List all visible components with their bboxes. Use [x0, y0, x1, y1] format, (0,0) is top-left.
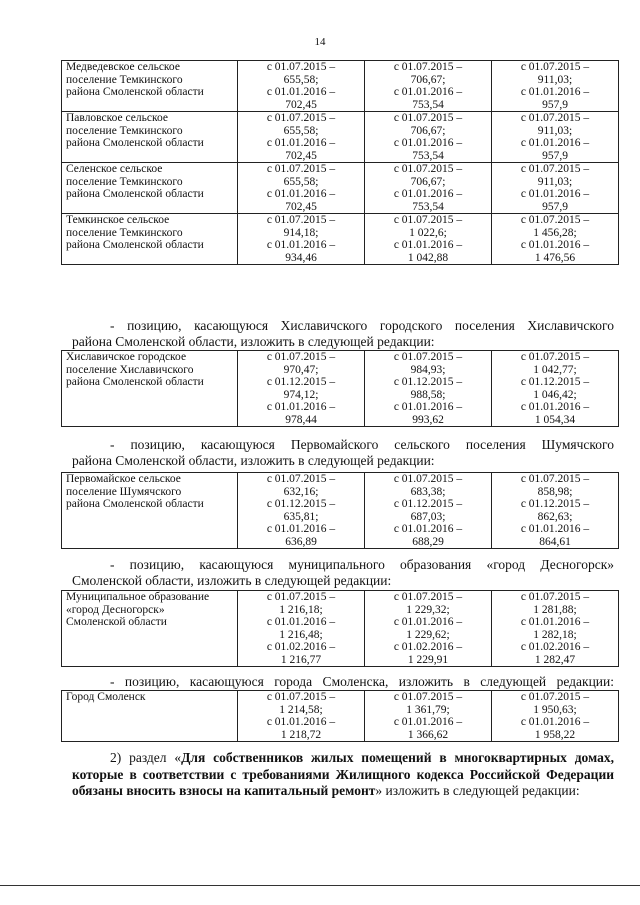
tariff-date: с 01.01.2016 – [393, 716, 463, 728]
section-title-bold: Для собственников жилых помещений в многоквартирных домах, которые в соответствии с требованиями Жилищного кодекса Российской Федерации обязаны вносить взносы на капитальный ремонт [72, 750, 614, 798]
tariff-cell-col2 [365, 591, 492, 667]
settlement-name-line: Город Смоленск [66, 691, 146, 703]
tariff-date: с 01.01.2016 – [393, 137, 463, 149]
tariff-date: с 01.12.2015 – [520, 376, 590, 388]
tariff-value: 1 366,62 [407, 728, 449, 741]
tariff-value: 862,63; [537, 510, 573, 523]
tariff-value: 702,45 [285, 98, 317, 111]
tariff-value: 984,93; [410, 363, 446, 376]
tariff-date: с 01.12.2015 – [520, 498, 590, 510]
tariff-value: 632,16; [283, 485, 319, 498]
tariff-value: 1 281,88; [533, 603, 577, 616]
tariff-value: 1 216,18; [279, 603, 323, 616]
tariff-table-smolensk [61, 690, 619, 742]
tariff-table-temkino [61, 60, 619, 265]
tariff-date: с 01.07.2015 – [393, 591, 463, 603]
tariff-value: 1 022,6; [409, 226, 447, 239]
tariff-value: 636,89 [285, 535, 317, 548]
paragraph-line: района Смоленской области, изложить в следующей редакции: [72, 453, 435, 468]
tariff-value: 706,67; [410, 124, 446, 137]
tariff-date: с 01.02.2016 – [266, 641, 336, 653]
tariff-value: 858,98; [537, 485, 573, 498]
tariff-value: 1 046,42; [533, 388, 577, 401]
paragraph-khislavichi [72, 318, 614, 350]
tariff-value: 688,29 [412, 535, 444, 548]
tariff-value: 702,45 [285, 200, 317, 213]
tariff-date: с 01.07.2015 – [520, 61, 590, 73]
tariff-value: 687,03; [410, 510, 446, 523]
settlement-name-line: района Смоленской области [66, 86, 204, 98]
tariff-date: с 01.01.2016 – [520, 523, 590, 535]
settlement-name-cell [62, 214, 238, 265]
settlement-name-line: Темкинское сельское [66, 214, 170, 226]
tariff-cell-col3 [492, 61, 619, 112]
tariff-value: 1 054,34 [534, 413, 576, 426]
tariff-cell-col1 [238, 351, 365, 427]
settlement-name-line: Хиславичское городское [66, 351, 187, 363]
tariff-cell-col2 [365, 163, 492, 214]
settlement-name-line: Смоленской области [66, 616, 167, 628]
tariff-value: 970,47; [283, 363, 319, 376]
table-row [62, 61, 619, 112]
tariff-value: 1 218,72 [280, 728, 322, 741]
tariff-date: с 01.07.2015 – [266, 691, 336, 703]
settlement-name-cell [62, 351, 238, 427]
tariff-date: с 01.01.2016 – [266, 239, 336, 251]
settlement-name-line: поселение Темкинского [66, 124, 183, 137]
tariff-date: с 01.01.2016 – [393, 188, 463, 200]
tariff-cell-col2 [365, 473, 492, 549]
tariff-value: 911,03; [537, 73, 573, 86]
tariff-date: с 01.01.2016 – [266, 523, 336, 535]
tariff-cell-col3 [492, 214, 619, 265]
settlement-name-cell [62, 112, 238, 163]
tariff-value: 1 958,22 [534, 728, 576, 741]
settlement-name-line: Первомайское сельское [66, 473, 181, 485]
paragraph-pervomaisky [72, 437, 614, 469]
settlement-name-cell [62, 473, 238, 549]
tariff-value: 934,46 [285, 251, 317, 264]
settlement-name-cell [62, 591, 238, 667]
section-prefix: 2) раздел « [110, 750, 182, 765]
tariff-date: с 01.07.2015 – [266, 591, 336, 603]
tariff-value: 988,58; [410, 388, 446, 401]
tariff-date: с 01.12.2015 – [393, 376, 463, 388]
tariff-value: 1 229,91 [407, 653, 449, 666]
settlement-name-line: поселение Темкинского [66, 226, 183, 239]
settlement-name-line: поселение Хиславичского [66, 363, 194, 376]
tariff-value: 974,12; [283, 388, 319, 401]
tariff-date: с 01.01.2016 – [266, 188, 336, 200]
tariff-date: с 01.07.2015 – [520, 351, 590, 363]
section-heading-paragraph [72, 750, 614, 800]
tariff-value: 655,58; [283, 73, 319, 86]
tariff-value: 753,54 [412, 98, 444, 111]
tariff-cell-col1 [238, 591, 365, 667]
settlement-name-line: «город Десногорск» [66, 603, 165, 616]
tariff-date: с 01.07.2015 – [393, 473, 463, 485]
tariff-date: с 01.07.2015 – [520, 163, 590, 175]
settlement-name-line: района Смоленской области [66, 188, 204, 200]
tariff-date: с 01.07.2015 – [520, 691, 590, 703]
table-row [62, 351, 619, 427]
tariff-date: с 01.07.2015 – [266, 351, 336, 363]
tariff-date: с 01.01.2016 – [393, 401, 463, 413]
tariff-date: с 01.12.2015 – [266, 498, 336, 510]
settlement-name-line: поселение Темкинского [66, 175, 183, 188]
tariff-value: 635,81; [283, 510, 319, 523]
tariff-cell-col3 [492, 691, 619, 742]
settlement-name-line: Муниципальное образование [66, 591, 210, 603]
tariff-table-pervomaisky [61, 472, 619, 549]
tariff-date: с 01.01.2016 – [266, 137, 336, 149]
section-suffix: » изложить в следующей редакции: [375, 783, 580, 798]
tariff-value: 1 950,63; [533, 703, 577, 716]
paragraph-line: Смоленской области, изложить в следующей редакции: [72, 573, 392, 588]
tariff-value: 1 216,77 [280, 653, 322, 666]
tariff-cell-col2 [365, 351, 492, 427]
tariff-date: с 01.01.2016 – [393, 86, 463, 98]
settlement-name-line: района Смоленской области [66, 376, 204, 388]
tariff-date: с 01.01.2016 – [520, 137, 590, 149]
tariff-value: 683,38; [410, 485, 446, 498]
tariff-value: 993,62 [412, 413, 444, 426]
tariff-value: 1 042,77; [533, 363, 577, 376]
table-row [62, 591, 619, 667]
tariff-value: 1 476,56 [534, 251, 576, 264]
tariff-table-desnogorsk [61, 590, 619, 667]
paragraph-line: - позицию, касающуюся муниципального образования «город Десногорск» [110, 557, 614, 572]
settlement-name-line: района Смоленской области [66, 498, 204, 510]
tariff-value: 1 042,88 [407, 251, 449, 264]
tariff-value: 957,9 [542, 98, 568, 111]
tariff-date: с 01.07.2015 – [393, 351, 463, 363]
footer-divider [0, 885, 640, 886]
tariff-date: с 01.07.2015 – [266, 163, 336, 175]
settlement-name-line: Селенское сельское [66, 163, 163, 175]
paragraph-desnogorsk [72, 557, 614, 589]
tariff-cell-col1 [238, 691, 365, 742]
tariff-cell-col2 [365, 61, 492, 112]
tariff-value: 1 229,32; [406, 603, 450, 616]
tariff-date: с 01.07.2015 – [520, 591, 590, 603]
tariff-value: 1 229,62; [406, 628, 450, 641]
tariff-cell-col2 [365, 214, 492, 265]
tariff-date: с 01.01.2016 – [393, 239, 463, 251]
tariff-date: с 01.01.2016 – [266, 616, 336, 628]
table-row [62, 112, 619, 163]
tariff-date: с 01.01.2016 – [393, 616, 463, 628]
settlement-name-line: Медведевское сельское [66, 61, 180, 73]
tariff-value: 655,58; [283, 124, 319, 137]
tariff-date: с 01.02.2016 – [520, 641, 590, 653]
tariff-date: с 01.07.2015 – [393, 691, 463, 703]
tariff-date: с 01.07.2015 – [393, 112, 463, 124]
tariff-value: 1 282,47 [534, 653, 576, 666]
settlement-name-cell [62, 163, 238, 214]
tariff-cell-col2 [365, 691, 492, 742]
tariff-cell-col3 [492, 473, 619, 549]
tariff-value: 1 214,58; [279, 703, 323, 716]
paragraph-smolensk [72, 674, 614, 690]
tariff-date: с 01.07.2015 – [266, 112, 336, 124]
tariff-value: 911,03; [537, 175, 573, 188]
table-row [62, 163, 619, 214]
tariff-cell-col3 [492, 351, 619, 427]
tariff-value: 978,44 [285, 413, 317, 426]
tariff-value: 957,9 [542, 200, 568, 213]
tariff-date: с 01.02.2016 – [393, 641, 463, 653]
settlement-name-line: Павловское сельское [66, 112, 168, 124]
tariff-date: с 01.07.2015 – [393, 61, 463, 73]
tariff-cell-col1 [238, 214, 365, 265]
tariff-value: 911,03; [537, 124, 573, 137]
table-row [62, 691, 619, 742]
tariff-table-khislavichi [61, 350, 619, 427]
tariff-date: с 01.12.2015 – [393, 498, 463, 510]
table-row [62, 214, 619, 265]
paragraph-line: - позицию, касающуюся Первомайского сельского поселения Шумячского [110, 437, 614, 452]
tariff-value: 1 282,18; [533, 628, 577, 641]
tariff-value: 914,18; [283, 226, 319, 239]
tariff-date: с 01.07.2015 – [393, 214, 463, 226]
tariff-date: с 01.07.2015 – [266, 473, 336, 485]
tariff-date: с 01.07.2015 – [266, 61, 336, 73]
tariff-cell-col3 [492, 163, 619, 214]
tariff-date: с 01.07.2015 – [393, 163, 463, 175]
tariff-date: с 01.07.2015 – [520, 473, 590, 485]
tariff-cell-col1 [238, 112, 365, 163]
tariff-date: с 01.01.2016 – [520, 86, 590, 98]
tariff-value: 753,54 [412, 149, 444, 162]
tariff-date: с 01.01.2016 – [520, 401, 590, 413]
paragraph-line: - позицию, касающуюся Хиславичского городского поселения Хиславичского [110, 318, 614, 333]
tariff-value: 753,54 [412, 200, 444, 213]
tariff-date: с 01.01.2016 – [266, 716, 336, 728]
paragraph-line: района Смоленской области, изложить в следующей редакции: [72, 334, 435, 349]
tariff-date: с 01.07.2015 – [520, 214, 590, 226]
tariff-value: 702,45 [285, 149, 317, 162]
tariff-date: с 01.01.2016 – [520, 239, 590, 251]
settlement-name-line: района Смоленской области [66, 137, 204, 149]
tariff-date: с 01.01.2016 – [266, 86, 336, 98]
tariff-value: 655,58; [283, 175, 319, 188]
settlement-name-line: поселение Темкинского [66, 73, 183, 86]
table-row [62, 473, 619, 549]
tariff-date: с 01.12.2015 – [266, 376, 336, 388]
tariff-cell-col2 [365, 112, 492, 163]
tariff-date: с 01.07.2015 – [520, 112, 590, 124]
settlement-name-line: поселение Шумячского [66, 485, 182, 498]
tariff-value: 1 361,79; [406, 703, 450, 716]
tariff-date: с 01.01.2016 – [520, 188, 590, 200]
tariff-date: с 01.01.2016 – [266, 401, 336, 413]
tariff-value: 1 216,48; [279, 628, 323, 641]
tariff-value: 1 456,28; [533, 226, 577, 239]
tariff-cell-col1 [238, 61, 365, 112]
paragraph-line: - позицию, касающуюся города Смоленска, изложить в следующей редакции: [110, 674, 614, 689]
page-number: 14 [314, 36, 326, 48]
tariff-date: с 01.01.2016 – [520, 716, 590, 728]
tariff-cell-col1 [238, 473, 365, 549]
tariff-cell-col1 [238, 163, 365, 214]
tariff-value: 706,67; [410, 175, 446, 188]
tariff-value: 864,61 [539, 535, 571, 548]
settlement-name-cell [62, 691, 238, 742]
tariff-date: с 01.01.2016 – [393, 523, 463, 535]
tariff-value: 706,67; [410, 73, 446, 86]
tariff-value: 957,9 [542, 149, 568, 162]
settlement-name-line: района Смоленской области [66, 239, 204, 251]
tariff-cell-col3 [492, 591, 619, 667]
tariff-date: с 01.07.2015 – [266, 214, 336, 226]
tariff-date: с 01.01.2016 – [520, 616, 590, 628]
settlement-name-cell [62, 61, 238, 112]
tariff-cell-col3 [492, 112, 619, 163]
